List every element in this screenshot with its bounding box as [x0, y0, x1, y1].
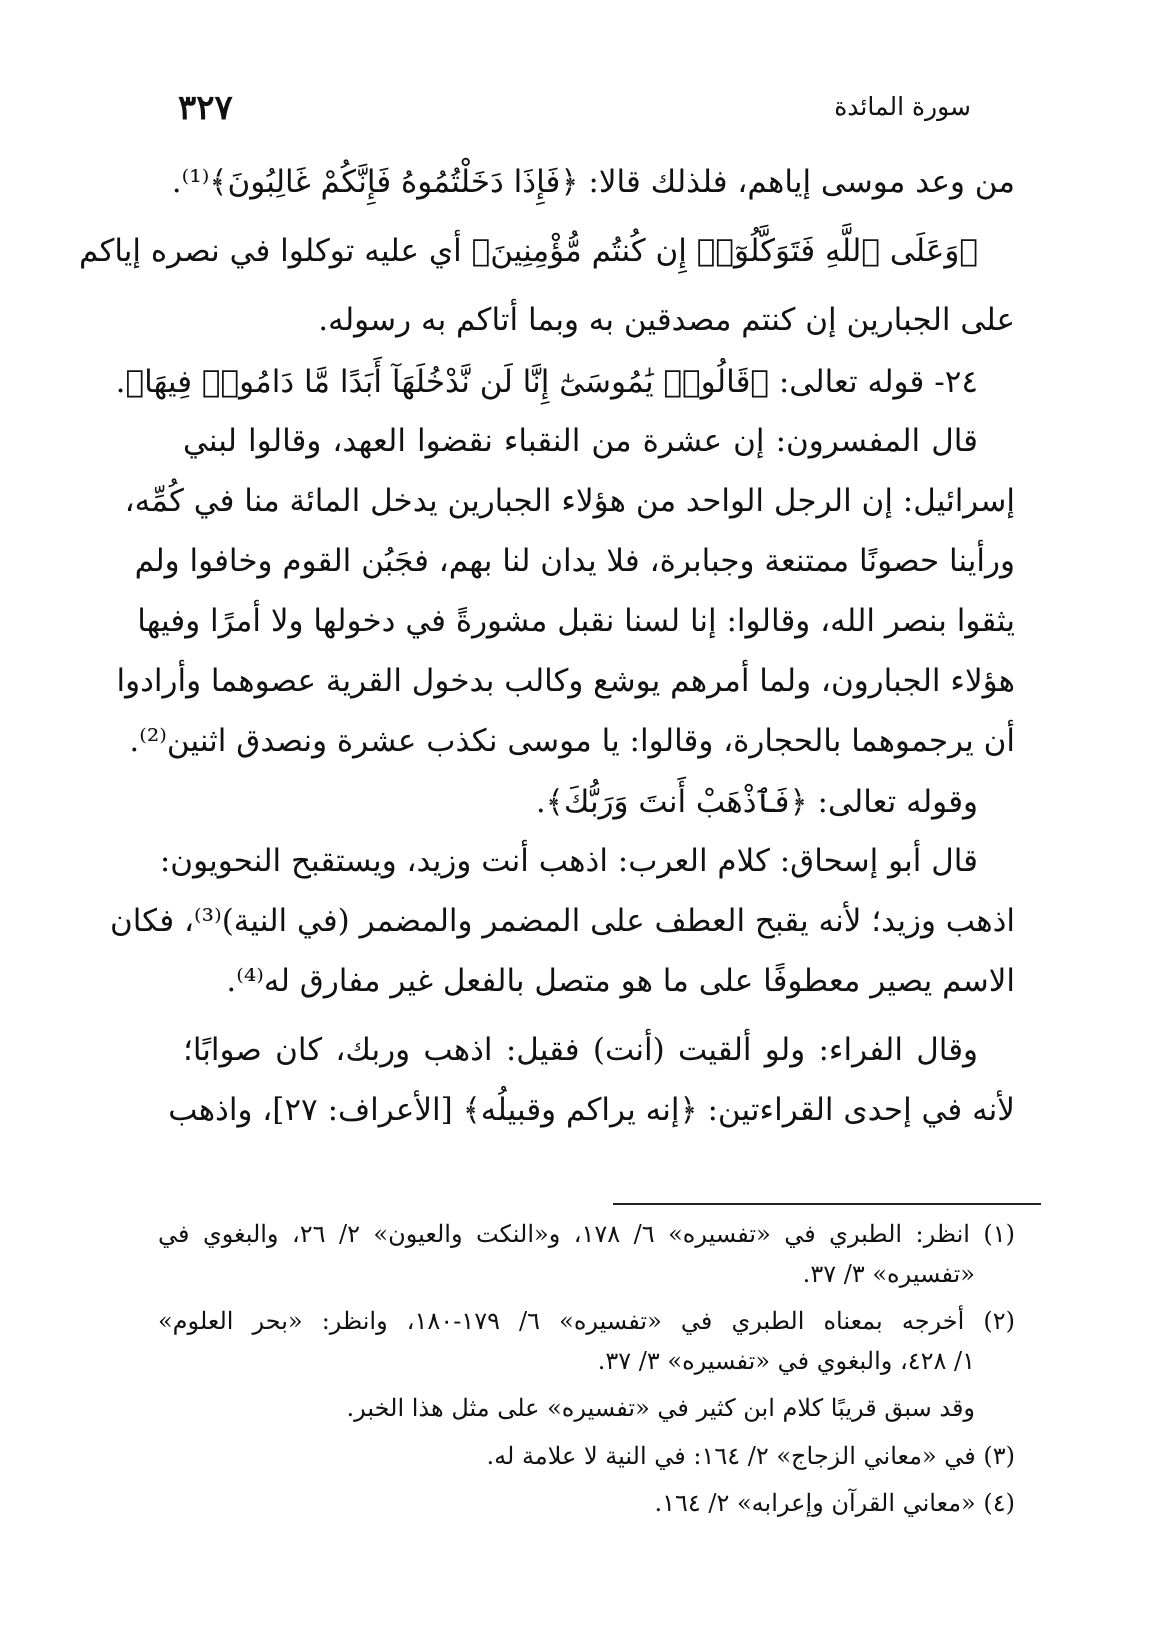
footnote-line: (٣) في «معاني الزجاج» ٢/ ١٦٤: في النية لا علامة له.	[486, 1442, 1015, 1470]
footnote-line: (١) انظر: الطبري في «تفسيره» ٦/ ١٧٨، و«النكت والعيون» ٢/ ٢٦، والبغوي في	[158, 1220, 1016, 1248]
text-line: يثقوا بنصر الله، وقالوا: إنا لسنا نقبل مشورةً في دخولها ولا أمرًا وفيها	[137, 603, 1015, 639]
text-line: ﴿وَعَلَى ٱللَّهِ فَتَوَكَّلُوٓا۟ إِن كُنتُم مُّؤْمِنِينَ﴾ أي عليه توكلوا في نصره إياكم	[78, 233, 978, 269]
text-line: على الجبارين إن كنتم مصدقين به وبما أتاكم به رسوله.	[318, 302, 1015, 338]
footnote-line: (٤) «معاني القرآن وإعرابه» ٢/ ١٦٤.	[654, 1489, 1015, 1517]
text-line: وقال الفراء: ولو ألقيت (أنت) فقيل: اذهب وربك، كان صوابًا؛	[183, 1032, 978, 1068]
text-line: قال المفسرون: إن عشرة من النقباء نقضوا العهد، وقالوا لبني	[183, 423, 978, 459]
surah-title: سورة المائدة	[834, 92, 971, 121]
text-line: إسرائيل: إن الرجل الواحد من هؤلاء الجبارين يدخل المائة منا في كُمِّه،	[124, 483, 1015, 519]
footnote-line: وقد سبق قريبًا كلام ابن كثير في «تفسيره» على مثل هذا الخبر.	[346, 1394, 975, 1422]
footnote-line: «تفسيره» ٣/ ٣٧.	[802, 1260, 975, 1288]
text-line: وقوله تعالى: ﴿فَٱذْهَبْ أَنتَ وَرَبُّكَ﴾.	[535, 784, 978, 820]
text-line: هؤلاء الجبارون، ولما أمرهم يوشع وكالب بدخول القرية عصوهما وأرادوا	[116, 663, 1015, 699]
text-line: أن يرجموهما بالحجارة، وقالوا: يا موسى نكذب عشرة ونصدق اثنين⁽²⁾.	[129, 723, 1015, 759]
text-line: ٢٤- قوله تعالى: ﴿قَالُوا۟ يَٰمُوسَىٰٓ إِنَّا لَن نَّدْخُلَهَآ أَبَدًا مَّا دَامُوا۟ فِيهَا﴾.	[115, 364, 978, 400]
text-line: لأنه في إحدى القراءتين: ﴿إنه يراكم وقبيلُه﴾ [الأعراف: ٢٧]، واذهب	[168, 1092, 1015, 1128]
page-number: ٣٢٧	[178, 88, 233, 128]
footnote-divider	[613, 1203, 1041, 1205]
text-line: قال أبو إسحاق: كلام العرب: اذهب أنت وزيد، ويستقبح النحويون:	[159, 843, 978, 879]
text-line: ورأينا حصونًا ممتنعة وجبابرة، فلا يدان لنا بهم، فجَبُن القوم وخافوا ولم	[134, 543, 1015, 579]
text-line: اذهب وزيد؛ لأنه يقبح العطف على المضمر والمضمر (في النية)⁽³⁾، فكان	[110, 903, 1015, 939]
footnote-line: (٢) أخرجه بمعناه الطبري في «تفسيره» ٦/ ١٧٩-١٨٠، وانظر: «بحر العلوم»	[158, 1307, 1015, 1335]
text-line: الاسم يصير معطوفًا على ما هو متصل بالفعل غير مفارق له⁽⁴⁾.	[226, 963, 1015, 999]
footnote-line: ١/ ٤٢٨، والبغوي في «تفسيره» ٣/ ٣٧.	[597, 1347, 975, 1375]
text-line: من وعد موسى إياهم، فلذلك قالا: ﴿فَإِذَا دَخَلْتُمُوهُ فَإِنَّكُمْ غَالِبُونَ﴾⁽¹⁾.	[171, 164, 1015, 200]
